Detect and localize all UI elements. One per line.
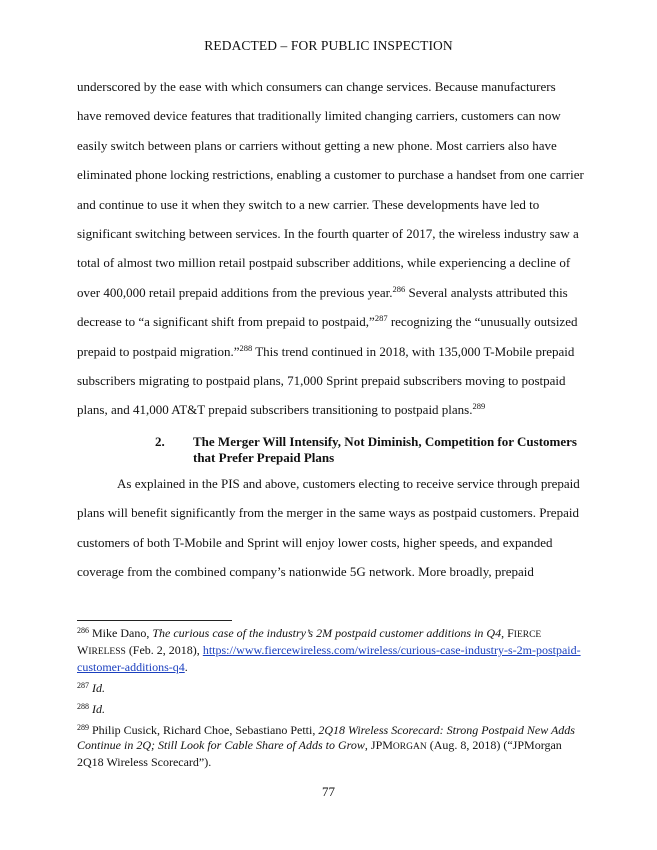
section-heading [155, 434, 595, 465]
body-line: and continue to use it when they switch to a new carrier. These developments have led to [77, 196, 540, 212]
footnotes [77, 626, 583, 776]
section-title-line: that Prefer Prepaid Plans [193, 449, 335, 465]
body-text: recognizing the “unusually outsized [387, 314, 578, 330]
body-line: significant switching between services. In the fourth quarter of 2017, the wireless industry saw a [77, 225, 579, 241]
footnote-ref-288[interactable]: 288 [239, 342, 253, 353]
footnote-text: , F [501, 626, 514, 640]
body-text: decrease to “a significant shift from prepaid to postpaid,” [77, 314, 375, 330]
footnote-number: 287 [77, 681, 89, 690]
footnote-title: The curious case of the industry’s 2M postpaid customer additions in Q4 [152, 626, 502, 640]
body-text: plans, and 41,000 AT&T prepaid subscribers transitioning to postpaid plans. [77, 402, 473, 418]
footnote-smallcaps: IERCE [513, 630, 542, 640]
footnote-text: . [184, 660, 188, 674]
page-number: 77 [322, 784, 335, 799]
body-paragraph [77, 72, 583, 425]
section-title-line: The Merger Will Intensify, Not Diminish, Competition for Customers [193, 434, 577, 449]
footnote-text: Id. [92, 681, 105, 695]
body-paragraph [77, 469, 583, 587]
body-text: prepaid to postpaid migration.” [77, 343, 240, 359]
footnote-text: (Aug. 8, 2018) (“JPMorgan 2Q18 Wireless Scorecard”). [77, 738, 562, 769]
footnote-287 [77, 681, 583, 696]
footnote-number: 286 [77, 626, 89, 635]
footnote-288 [77, 702, 583, 717]
footnote-ref-286[interactable]: 286 [392, 283, 406, 294]
footnote-divider [77, 620, 232, 621]
body-line [77, 307, 583, 336]
body-line: coverage from the combined company’s nationwide 5G network. More broadly, prepaid [77, 564, 534, 580]
body-line: have removed device features that traditionally limited changing carriers, customers can now [77, 108, 561, 124]
body-line: subscribers migrating to postpaid plans, 71,000 Sprint prepaid subscribers moving to postpaid [77, 372, 566, 388]
footnote-text: , JPM [364, 738, 393, 752]
body-text: Several analysts attributed this [405, 284, 568, 300]
body-line [77, 337, 583, 366]
section-number: 2. [155, 434, 165, 449]
body-line [77, 395, 583, 424]
footnote-title: 2Q18 Wireless Scorecard: Strong Postpaid New Adds Continue in 2Q; Still Look for Cable Share of Adds to Grow [77, 723, 575, 752]
body-line: eliminated phone locking restrictions, enabling a customer to purchase a handset from one carrier [77, 167, 584, 183]
footnote-289 [77, 723, 583, 770]
body-line: underscored by the ease with which consumers can change services. Because manufacturers [77, 79, 556, 94]
body-text: This trend continued in 2018, with 135,000 T-Mobile prepaid [252, 343, 575, 359]
footnote-smallcaps: ORGAN [392, 742, 427, 752]
footnote-text: Mike Dano, [89, 626, 153, 640]
footnote-text: (Feb. 2, 2018), [125, 643, 203, 657]
footnote-ref-287[interactable]: 287 [374, 313, 388, 324]
body-line: As explained in the PIS and above, customers electing to receive service through prepaid [117, 476, 580, 491]
body-line: total of almost two million retail postpaid subscriber additions, while experiencing a decline of [77, 255, 571, 271]
footnote-number: 288 [77, 702, 89, 711]
footnote-number: 289 [77, 723, 89, 732]
footnote-ref-289[interactable]: 289 [472, 401, 486, 412]
footnote-286 [77, 626, 583, 675]
footnote-link[interactable]: https://www.fiercewireless.com/wireless/curious-case-industry-s-2m-postpaid-customer-additions-q4 [77, 643, 581, 674]
footnote-text: Id. [92, 702, 105, 716]
body-line [77, 278, 583, 307]
page-header: REDACTED – FOR PUBLIC INSPECTION [204, 38, 453, 53]
body-line: plans will benefit significantly from the merger in the same ways as postpaid customers. Prepaid [77, 505, 579, 521]
footnote-smallcaps: IRELESS [88, 647, 126, 657]
body-line: customers of both T-Mobile and Sprint will enjoy lower costs, higher speeds, and expanded [77, 534, 553, 550]
footnote-text: W [77, 643, 89, 657]
body-text: over 400,000 retail prepaid additions from the previous year. [77, 284, 393, 300]
footnote-text: Philip Cusick, Richard Choe, Sebastiano Petti, [89, 723, 319, 737]
body-line: easily switch between plans or carriers without getting a new phone. Most carriers also have [77, 137, 557, 153]
